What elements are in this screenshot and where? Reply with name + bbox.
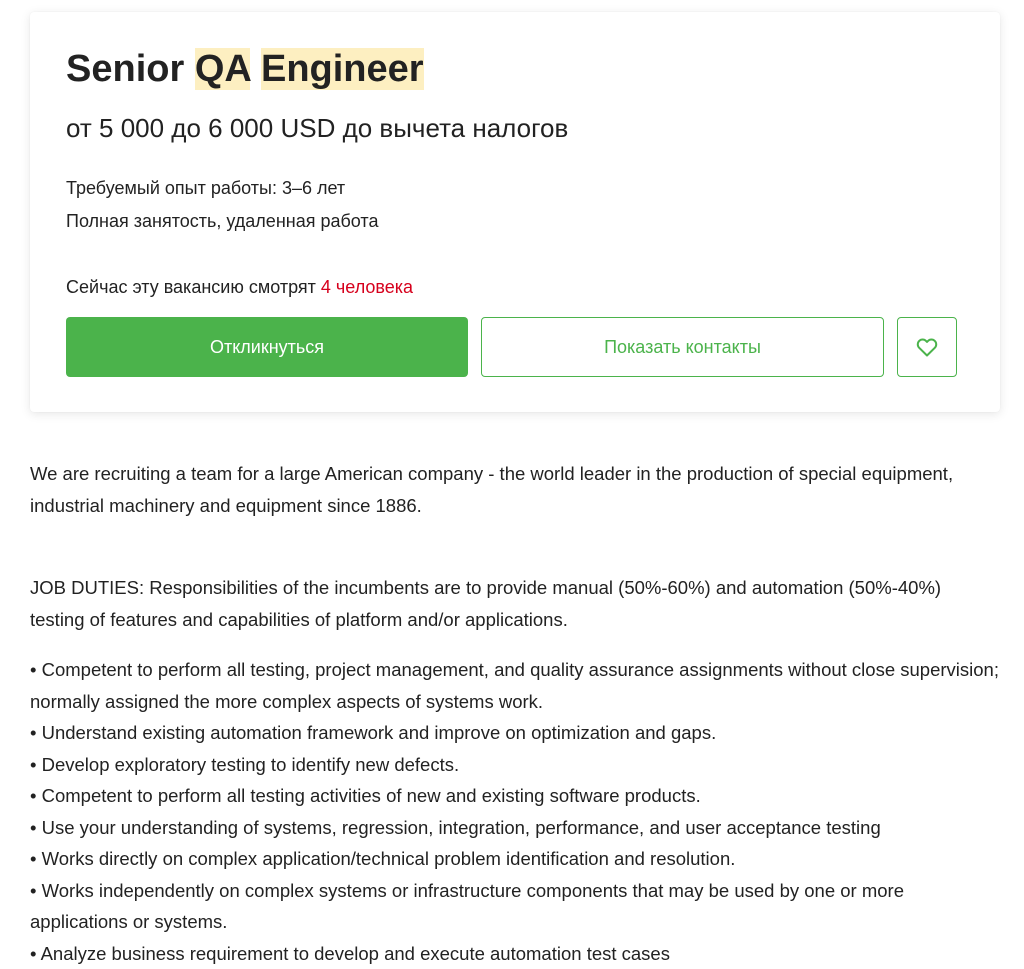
list-item: • Develop exploratory testing to identify new defects. (30, 749, 1000, 781)
list-item: • Analyze business requirement to develop and execute automation test cases (30, 938, 1000, 969)
list-item: • Competent to perform all testing, project management, and quality assurance assignments without close supervision; normally assigned the more complex aspects of systems work. (30, 654, 1000, 717)
company-description: We are recruiting a team for a large American company - the world leader in the production of special equipment, industrial machinery and equipment since 1886. (30, 458, 1000, 521)
show-contacts-button[interactable]: Показать контакты (481, 317, 884, 377)
list-item: • Understand existing automation framework and improve on optimization and gaps. (30, 717, 1000, 749)
current-viewers (66, 275, 413, 299)
viewers-count: 4 человека (321, 277, 413, 297)
list-item: • Competent to perform all testing activities of new and existing software products. (30, 780, 1000, 812)
apply-button[interactable]: Откликнуться (66, 317, 468, 377)
job-duties: JOB DUTIES: Responsibilities of the incumbents are to provide manual (50%-60%) and automation (50%-40%) testing of features and capabilities of platform and/or applications. (30, 572, 1000, 635)
vacancy-card (30, 12, 1000, 412)
vacancy-title (66, 44, 424, 94)
list-item: • Works independently on complex systems or infrastructure components that may be used by one or more applications or systems. (30, 875, 1000, 938)
title-highlight-qa: QA (195, 48, 251, 90)
favorite-button[interactable] (897, 317, 957, 377)
list-item: • Works directly on complex application/technical problem identification and resolution. (30, 843, 1000, 875)
title-highlight-engineer: Engineer (261, 48, 424, 90)
experience-requirement: Требуемый опыт работы: 3–6 лет (66, 176, 345, 200)
viewers-prefix: Сейчас эту вакансию смотрят (66, 277, 316, 297)
list-item: • Use your understanding of systems, regression, integration, performance, and user acceptance testing (30, 812, 1000, 844)
employment-type: Полная занятость, удаленная работа (66, 209, 378, 233)
salary: от 5 000 до 6 000 USD до вычета налогов (66, 110, 568, 146)
heart-icon (915, 335, 939, 359)
duties-list (30, 654, 1000, 969)
title-prefix: Senior (66, 48, 184, 90)
